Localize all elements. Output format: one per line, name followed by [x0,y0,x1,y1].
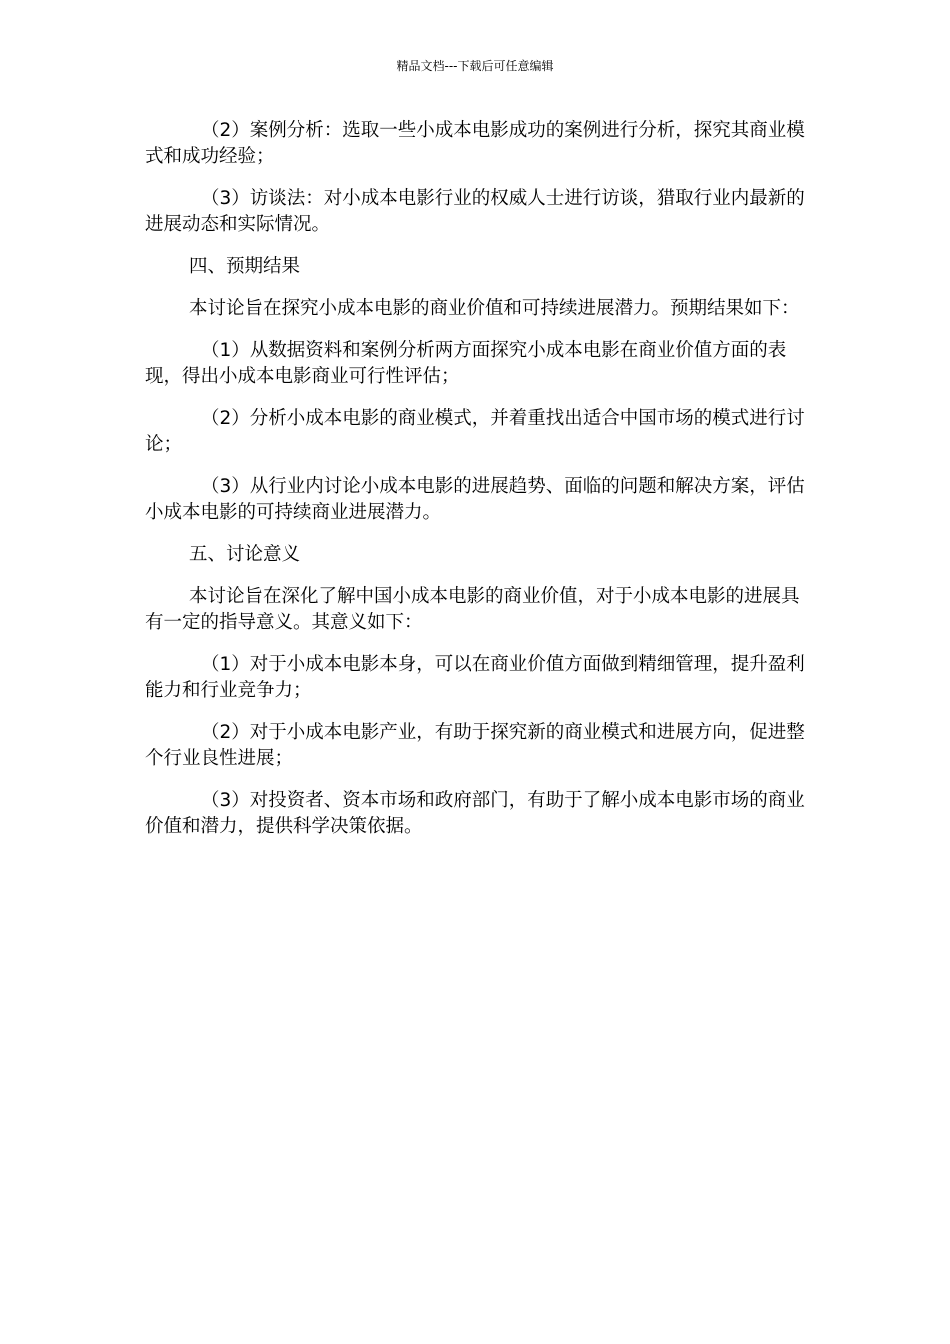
list-item: （1）从数据资料和案例分析两方面探究小成本电影在商业价值方面的表现，得出小成本电影商业可行性评估； [145,340,787,387]
document-body [145,118,807,856]
list-item: （2）对于小成本电影产业，有助于探究新的商业模式和进展方向，促进整个行业良性进展； [145,722,805,769]
paragraph-expected-results-intro: 本讨论旨在探究小成本电影的商业价值和可持续进展潜力。预期结果如下： [189,298,800,319]
paragraph-case-analysis: （2）案例分析：选取一些小成本电影成功的案例进行分析，探究其商业模式和成功经验； [145,120,805,167]
list-item: （2）分析小成本电影的商业模式，并着重找出适合中国市场的模式进行讨论； [145,408,805,455]
paragraph-significance-intro: 本讨论旨在深化了解中国小成本电影的商业价值，对于小成本电影的进展具有一定的指导意义。其意义如下： [145,586,800,633]
page-header: 精品文档---下载后可任意编辑 [396,59,554,73]
list-item: （1）对于小成本电影本身，可以在商业价值方面做到精细管理，提升盈利能力和行业竞争力； [145,654,805,701]
section-heading-significance: 五、讨论意义 [189,544,301,565]
list-item: （3）对投资者、资本市场和政府部门，有助于了解小成本电影市场的商业价值和潜力，提供科学决策依据。 [145,790,805,837]
section-heading-expected-results: 四、预期结果 [189,256,301,277]
list-item: （3）从行业内讨论小成本电影的进展趋势、面临的问题和解决方案，评估小成本电影的可持续商业进展潜力。 [145,476,805,523]
paragraph-interview-method: （3）访谈法：对小成本电影行业的权威人士进行访谈，猎取行业内最新的进展动态和实际情况。 [145,188,805,235]
